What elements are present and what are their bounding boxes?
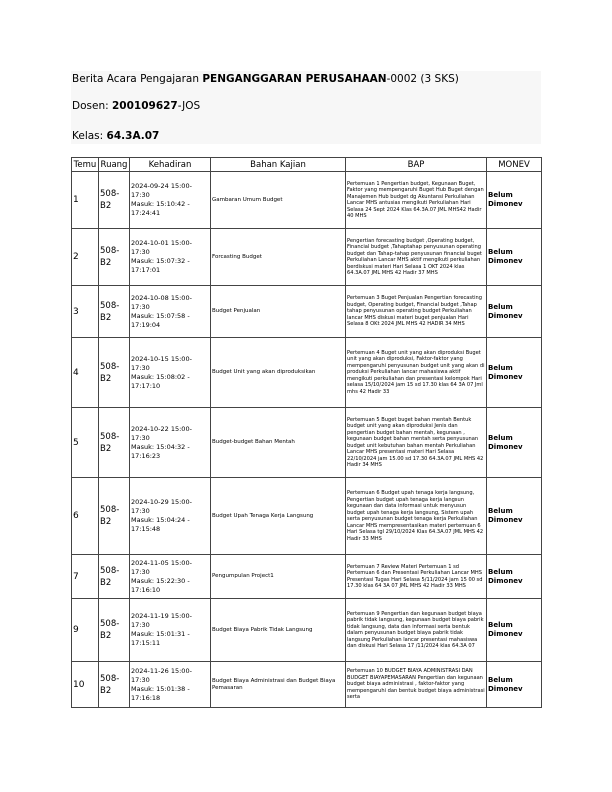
cell-bap: Pertemuan 6 Budget upah tenaga kerja langsung, Pengertian budget upah tenaga kerja langsun kegunaan dan data informasi untuk menyusun budget upah tenaga kerja langsung, Sistem upah serta penyusunan budget tenaga kerja Perkuliahan Lancar MHS mempresentasikan materi pertemuan 6 Hari Selasa tgl 29/10/2024 Klas 64.3A.07 JML MHS 42 Hadir 33 MHS (346, 478, 487, 555)
cell-monev: Belum Dimonev (487, 172, 542, 229)
cell-monev: Belum Dimonev (487, 662, 542, 708)
cell-bahan-kajian: Budget Upah Tenaga Kerja Langsung (211, 478, 346, 555)
cell-ruang: 508-B2 (99, 662, 130, 708)
cell-ruang: 508-B2 (99, 599, 130, 662)
cell-bahan-kajian: Budget Biaya Pabrik Tidak Langsung (211, 599, 346, 662)
cell-monev: Belum Dimonev (487, 478, 542, 555)
cell-kehadiran: 2024-10-29 15:00-17:30 Masuk: 15:04:24 - 17:15:48 (130, 478, 211, 555)
cell-monev: Belum Dimonev (487, 286, 542, 338)
cell-kehadiran: 2024-09-24 15:00-17:30 Masuk: 15:10:42 - 17:24:41 (130, 172, 211, 229)
cell-bahan-kajian: Budget Penjualan (211, 286, 346, 338)
kelas-label: Kelas: (72, 130, 107, 142)
cell-kehadiran: 2024-10-08 15:00-17:30 Masuk: 15:07:58 - 17:19:04 (130, 286, 211, 338)
table-row (72, 555, 542, 599)
table-row (72, 662, 542, 708)
course-suffix: -0002 (3 SKS) (386, 73, 459, 85)
col-header-ruang: Ruang (99, 158, 130, 172)
cell-monev: Belum Dimonev (487, 408, 542, 478)
cell-bahan-kajian: Budget-budget Bahan Mentah (211, 408, 346, 478)
course-name: PENGANGGARAN PERUSAHAAN (202, 73, 387, 85)
table-row (72, 286, 542, 338)
cell-ruang: 508-B2 (99, 286, 130, 338)
cell-kehadiran: 2024-11-26 15:00-17:30 Masuk: 15:01:38 - 17:16:18 (130, 662, 211, 708)
cell-bahan-kajian: Gambaran Umum Budget (211, 172, 346, 229)
cell-kehadiran: 2024-10-01 15:00-17:30 Masuk: 15:07:32 - 17:17:01 (130, 229, 211, 286)
cell-bap: Pertemuan 1 Pengertian budget, Kegunaan Buget, Faktor yang mempengaruhi Buget Hub Buget dengan Manajemen Hub budget dg Akuntansi Perkuliahan Lancar MHS antusias mengikuti Perkuliahan Hari Selasa 24 Sept 2024 Klas 64.3A.07 JML MHS42 Hadir 40 MHS (346, 172, 487, 229)
cell-ruang: 508-B2 (99, 555, 130, 599)
cell-temu: 7 (72, 555, 99, 599)
table-row (72, 229, 542, 286)
col-header-monev: MONEV (487, 158, 542, 172)
title-prefix: Berita Acara Pengajaran (72, 73, 203, 85)
cell-temu: 9 (72, 599, 99, 662)
table-header-row (72, 158, 542, 172)
cell-monev: Belum Dimonev (487, 229, 542, 286)
cell-temu: 1 (72, 172, 99, 229)
document-title (72, 73, 459, 85)
cell-temu: 2 (72, 229, 99, 286)
cell-kehadiran: 2024-11-19 15:00-17:30 Masuk: 15:01:31 - 17:15:11 (130, 599, 211, 662)
table-row (72, 172, 542, 229)
dosen-suffix: -JOS (177, 100, 201, 112)
cell-bap: Pertemuan 5 Buget buget bahan mentah Bentuk budget unit yang akan diproduksi Jenis dan pengertian budget bahan mentah, kegunaan , kegunaan budget bahan mentah serta penyusunan budget unit kebutuhan bahan mentah Perkuliahan Lancar MHS presentasi materi Hari Selasa 22/10/2024 jam 15.00 sd 17.30 64.3A.07 JML MHS 42 Hadir 34 MHS (346, 408, 487, 478)
cell-ruang: 508-B2 (99, 478, 130, 555)
cell-ruang: 508-B2 (99, 338, 130, 408)
cell-temu: 3 (72, 286, 99, 338)
cell-bahan-kajian: Forcasting Budget (211, 229, 346, 286)
cell-bap: Pengertian forecasting budget ,Operating budget, Financial budget ,Tahaptahap penyusunan operating budget dan Tahap-tahap penyusunan financial buget Perkuliahan Lancar MHS aktif mengikuti perkuliahan berdiskusi materi Hari Selasa 1 OKT 2024 klas 64.3A.07 JML MHS 42 Hadir 37 MHS (346, 229, 487, 286)
table-row (72, 478, 542, 555)
cell-bahan-kajian: Budget Biaya Administrasi dan Budget Biaya Pemasaran (211, 662, 346, 708)
dosen-line (72, 100, 200, 112)
cell-temu: 5 (72, 408, 99, 478)
cell-temu: 10 (72, 662, 99, 708)
cell-monev: Belum Dimonev (487, 338, 542, 408)
col-header-bahan-kajian: Bahan Kajian (211, 158, 346, 172)
table-row (72, 338, 542, 408)
cell-bap: Pertemuan 10 BUDGET BIAYA ADMINISTRASI DAN BUDGET BIAYAPEMASARAN Pengertian dan kegunaan budget biaya administrasi , faktor-faktor yang mempengaruhi dan bentuk budget biaya administrasi serta (346, 662, 487, 708)
kelas-line (72, 130, 159, 142)
cell-temu: 6 (72, 478, 99, 555)
cell-monev: Belum Dimonev (487, 555, 542, 599)
cell-bap: Pertemuan 9 Pengertian dan kegunaan budget biaya pabrik tidak langsung, kegunaan budget biaya pabrik tidak langsung, data dan informasi serta bentuk dalam penyusunan budget biaya pabrik tidak langsung Perkuliahan lancar presentasi mahasiswa dan diskusi Hari Selasa 17 /11/2024 klas 64.3A 07 (346, 599, 487, 662)
col-header-temu: Temu (72, 158, 99, 172)
cell-ruang: 508-B2 (99, 172, 130, 229)
cell-bap: Pertemuan 4 Buget unit yang akan diproduksi Buget unit yang akan diproduksi, Faktor-faktor yang mempengaruhi penyusunan budget unit yang akan di produksi Perkuliahan lancar mahasiswa aktif mengikuti perkuliahan dan presentasi kelompok Hari selasa 15/10/2024 jam 15 sd 17.30 klas 64 3A 07 Jml mhs 42 Hadir 33 (346, 338, 487, 408)
cell-temu: 4 (72, 338, 99, 408)
kelas-value: 64.3A.07 (106, 130, 160, 142)
cell-kehadiran: 2024-10-15 15:00-17:30 Masuk: 15:08:02 - 17:17:10 (130, 338, 211, 408)
cell-bap: Pertemuan 3 Buget Penjualan Pengertian forecasting budget, Operating budget, Financial budget ,Tahap tahap penyusunan operating budget Perkuliahan lancar MHS diskusi materi buget penjualan Hari Selasa 8 OKt 2024 JML MHS 42 HADIR 34 MHS (346, 286, 487, 338)
dosen-id: 200109627 (111, 100, 178, 112)
bap-table (71, 157, 542, 708)
cell-bahan-kajian: Pengumpulan Project1 (211, 555, 346, 599)
cell-kehadiran: 2024-11-05 15:00-17:30 Masuk: 15:22:30 - 17:16:10 (130, 555, 211, 599)
dosen-label: Dosen: (72, 100, 112, 112)
col-header-kehadiran: Kehadiran (130, 158, 211, 172)
cell-ruang: 508-B2 (99, 408, 130, 478)
cell-bap: Pertemuan 7 Review Materi Pertemuan 1 sd Pertemuan 6 dan Presentasi Perkuliahan Lancar MHS Presentasi Tugas Hari Selasa 5/11/2024 jam 15 00 sd 17.30 klas 64 3A 07 JML MHS 42 Hadir 33 MHS (346, 555, 487, 599)
cell-monev: Belum Dimonev (487, 599, 542, 662)
table-row (72, 599, 542, 662)
cell-bahan-kajian: Budget Unit yang akan diproduksikan (211, 338, 346, 408)
cell-kehadiran: 2024-10-22 15:00-17:30 Masuk: 15:04:32 - 17:16:23 (130, 408, 211, 478)
cell-ruang: 508-B2 (99, 229, 130, 286)
col-header-bap: BAP (346, 158, 487, 172)
table-row (72, 408, 542, 478)
